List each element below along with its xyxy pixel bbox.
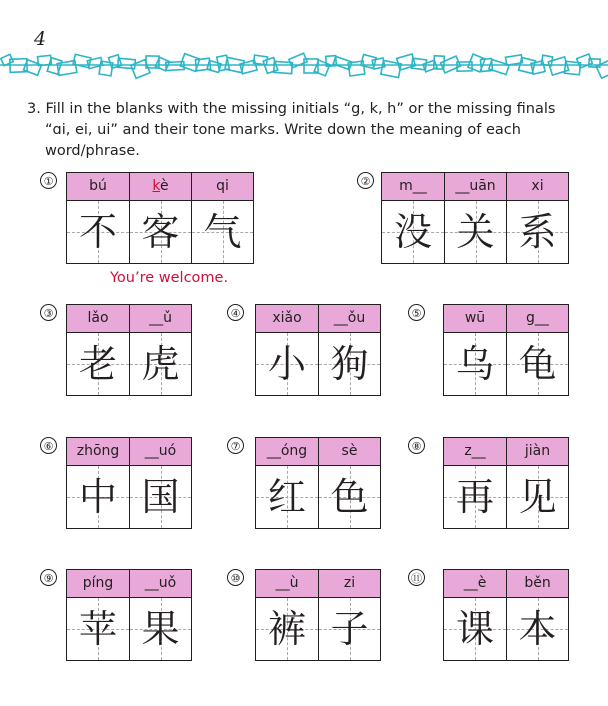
exercise-number-9: ⑨: [40, 569, 57, 586]
hanzi-char: 关: [456, 210, 495, 254]
pinyin-blank[interactable]: __uǒ: [130, 570, 191, 598]
exercise-8-box: [443, 437, 569, 529]
page-number: 4: [34, 28, 47, 50]
hanzi-char: 课: [455, 607, 494, 651]
hanzi-char: 老: [78, 342, 117, 386]
hanzi-char: 客: [141, 210, 180, 254]
pinyin-blank[interactable]: __ǔ: [130, 305, 191, 333]
pinyin-suffix: è: [159, 178, 169, 194]
pinyin-blank[interactable]: __ǒu: [319, 305, 380, 333]
exercise-10-box: [255, 569, 381, 661]
pinyin-blank[interactable]: __uān: [445, 173, 506, 201]
hanzi-char: 裤: [267, 607, 306, 651]
border-tile: [47, 58, 62, 75]
exercise-number-11: ⑪: [408, 569, 425, 586]
border-tile: [577, 54, 593, 68]
hanzi-char: 气: [203, 210, 242, 254]
pinyin-cell: lǎo: [67, 305, 129, 333]
pinyin-blank[interactable]: __uó: [130, 438, 191, 466]
pinyin-cell: píng: [67, 570, 129, 598]
pinyin-blank[interactable]: z__: [444, 438, 506, 466]
hanzi-char: 乌: [455, 342, 494, 386]
pinyin-cell: běn: [507, 570, 568, 598]
exercise-number-10: ⑩: [227, 569, 244, 586]
border-tile: [468, 54, 485, 72]
hanzi-char: 狗: [330, 342, 369, 386]
exercise-4-box: [255, 304, 381, 396]
pinyin-cell: zi: [319, 570, 380, 598]
instruction-line-1: 3. Fill in the blanks with the missing initials “g, k, h” or the missing finals: [27, 101, 556, 117]
hanzi-char: 系: [518, 210, 557, 254]
hanzi-char: 国: [141, 475, 180, 519]
exercise-2-box: [381, 172, 569, 264]
hanzi-char: 见: [518, 475, 557, 519]
exercise-number-7: ⑦: [227, 437, 244, 454]
pinyin-cell: bú: [67, 173, 129, 201]
hanzi-char: 不: [78, 210, 117, 254]
pinyin-cell: qi: [192, 173, 253, 201]
hanzi-char: 虎: [141, 342, 180, 386]
exercise-9-box: [66, 569, 192, 661]
exercise-11-box: [443, 569, 569, 661]
pinyin-cell: wū: [444, 305, 506, 333]
pinyin-cell: zhōng: [67, 438, 129, 466]
pinyin-blank[interactable]: __è: [444, 570, 506, 598]
border-tile: [596, 59, 608, 78]
hanzi-char: 子: [330, 607, 369, 651]
hanzi-char: 中: [78, 475, 117, 519]
instruction-line-2: “ɑi, ei, ui” and their tone marks. Write down the meaning of each: [45, 122, 521, 138]
border-tile: [109, 55, 122, 69]
filled-answer: k: [152, 178, 160, 194]
pinyin-blank[interactable]: g__: [507, 305, 568, 333]
hanzi-char: 本: [518, 607, 557, 651]
pinyin-cell: xiǎo: [256, 305, 318, 333]
exercise-number-5: ⑤: [408, 304, 425, 321]
hanzi-char: 红: [267, 475, 306, 519]
exercise-number-8: ⑧: [408, 437, 425, 454]
exercise-number-3: ③: [40, 304, 57, 321]
pinyin-blank[interactable]: m__: [382, 173, 444, 201]
decorative-border: [0, 50, 608, 80]
hanzi-char: 再: [455, 475, 494, 519]
hanzi-char: 没: [393, 210, 432, 254]
exercise-6-box: [66, 437, 192, 529]
pinyin-cell: xi: [507, 173, 568, 201]
instruction-line-3: word/phrase.: [45, 143, 140, 159]
exercise-number-2: ②: [357, 172, 374, 189]
instruction-text: [27, 99, 575, 162]
exercise-3-box: [66, 304, 192, 396]
exercise-5-box: [443, 304, 569, 396]
border-tile: [348, 61, 365, 76]
pinyin-cell-filled[interactable]: [130, 173, 191, 201]
meaning-answer-1: You’re welcome.: [110, 270, 229, 286]
hanzi-char: 小: [267, 342, 306, 386]
pinyin-blank[interactable]: __óng: [256, 438, 318, 466]
hanzi-char: 龟: [518, 342, 557, 386]
pinyin-cell: sè: [319, 438, 380, 466]
hanzi-char: 苹: [78, 607, 117, 651]
pinyin-blank[interactable]: __ù: [256, 570, 318, 598]
exercise-number-6: ⑥: [40, 437, 57, 454]
exercise-1-box: [66, 172, 254, 264]
hanzi-char: 果: [141, 607, 180, 651]
exercise-number-1: ①: [40, 172, 57, 189]
exercise-number-4: ④: [227, 304, 244, 321]
pinyin-cell: jiàn: [507, 438, 568, 466]
exercise-7-box: [255, 437, 381, 529]
hanzi-char: 色: [330, 475, 369, 519]
